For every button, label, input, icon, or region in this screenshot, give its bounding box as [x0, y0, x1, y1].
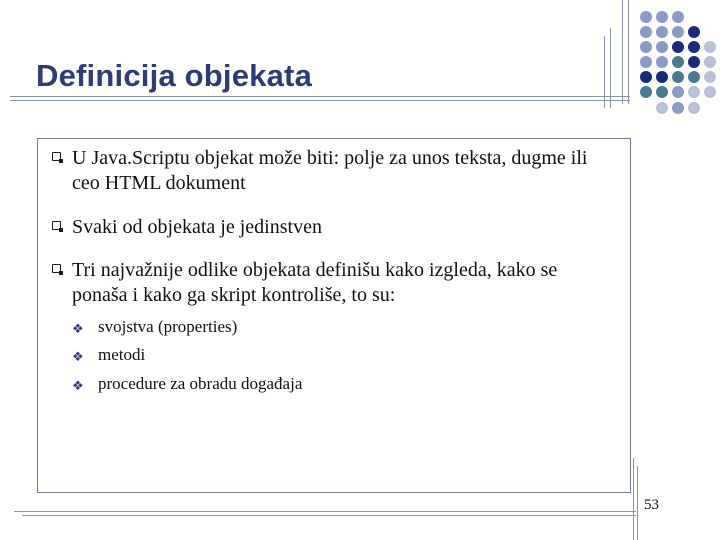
decorative-dot [672, 86, 684, 98]
decorative-dot [704, 86, 716, 98]
decorative-dot [672, 26, 684, 38]
title-rule-2 [10, 100, 630, 101]
decorative-dot [688, 41, 700, 53]
title-rule-1 [10, 96, 630, 97]
square-bullet-icon [52, 152, 61, 161]
decorative-dot [672, 56, 684, 68]
decorative-dot [688, 26, 700, 38]
decorative-dot [656, 71, 668, 83]
footer-rule-2 [22, 515, 636, 516]
sub-bullet-text-1: svojstva (properties) [98, 317, 238, 336]
deco-vline-4 [628, 0, 629, 104]
footer-vline-1 [633, 458, 634, 540]
page-number: 53 [644, 497, 659, 513]
decorative-dot [688, 102, 700, 114]
decorative-dot [656, 56, 668, 68]
decorative-dot [640, 11, 652, 23]
decorative-dot [656, 102, 668, 114]
decorative-dot [688, 56, 700, 68]
decorative-dot [656, 11, 668, 23]
square-bullet-icon [52, 264, 61, 273]
decorative-dot [672, 41, 684, 53]
bullet-text-2: Svaki od objekata je jedinstven [72, 216, 322, 238]
bullet-text-3: Tri najvažnije odlike objekata definišu kako izgleda, kako se ponaša i kako ga skript kontroliše, to su: [72, 259, 558, 306]
deco-vline-2 [610, 28, 611, 108]
diamond-bullet-icon: ❖ [72, 322, 84, 337]
sub-bullet-text-3: procedure za obradu događaja [98, 374, 303, 393]
decorative-dot [704, 41, 716, 53]
decorative-dot [640, 41, 652, 53]
decorative-dot [688, 86, 700, 98]
diamond-bullet-icon: ❖ [72, 379, 84, 394]
decorative-dot [672, 102, 684, 114]
decorative-dot [656, 26, 668, 38]
decorative-dot [656, 86, 668, 98]
deco-vline-3 [622, 0, 623, 104]
decorative-dot [640, 56, 652, 68]
bullet-text-1: U Java.Scriptu objekat može biti: polje za unos teksta, dugme ili ceo HTML dokument [72, 147, 588, 194]
square-bullet-icon [52, 221, 61, 230]
slide-title: Definicija objekata [36, 58, 313, 93]
footer-vline-2 [637, 466, 638, 540]
decorative-dot [672, 11, 684, 23]
decorative-dot [640, 26, 652, 38]
footer-rule-1 [14, 511, 636, 512]
decorative-dot [656, 41, 668, 53]
decorative-dot [640, 86, 652, 98]
diamond-bullet-icon: ❖ [72, 350, 84, 365]
deco-vline-1 [604, 36, 605, 108]
decorative-dot [640, 71, 652, 83]
decorative-dot [704, 71, 716, 83]
decorative-dot [704, 56, 716, 68]
decorative-dot [672, 71, 684, 83]
decorative-dot [688, 71, 700, 83]
sub-bullet-text-2: metodi [98, 345, 146, 364]
